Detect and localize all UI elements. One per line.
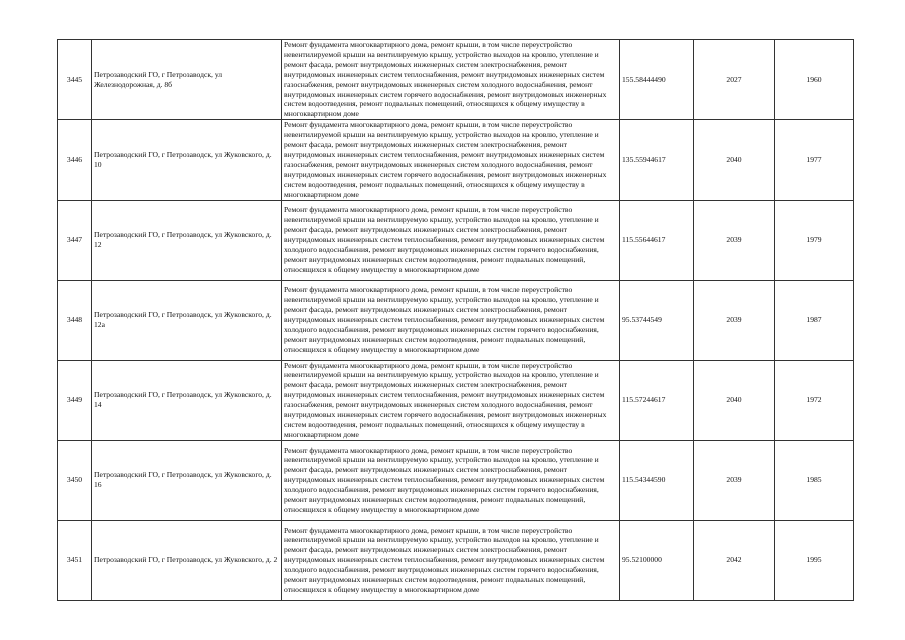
row-number: 3450	[58, 440, 92, 520]
cost-cell: 135.55944617	[620, 120, 694, 200]
planned-year-cell: 2027	[694, 40, 775, 120]
table-row	[58, 520, 854, 600]
works-cell: Ремонт фундамента многоквартирного дома, ремонт крыши, в том числе переустройство невентилируемой крыши на вентилируемую крышу, устройство выходов на кровлю, утепление и ремонт фасада, ремонт внутридомовых инженерных систем электроснабжения, ремонт внутридомовых инженерных систем теплоснабжения, ремонт внутридомовых инженерных систем холодного водоснабжения, ремонт внутридомовых инженерных систем горячего водоснабжения, ремонт внутридомовых инженерных систем водоотведения, ремонт подвальных помещений, относящихся к общему имуществу в многоквартирном доме	[282, 280, 620, 360]
cost-cell: 155.58444490	[620, 40, 694, 120]
repair-program-table	[57, 39, 854, 601]
table-body	[58, 40, 854, 601]
address-cell: Петрозаводский ГО, г Петрозаводск, ул Жуковского, д. 16	[92, 440, 282, 520]
table-row	[58, 280, 854, 360]
row-number: 3446	[58, 120, 92, 200]
build-year-cell: 1985	[775, 440, 854, 520]
cost-cell: 115.57244617	[620, 360, 694, 440]
row-number: 3449	[58, 360, 92, 440]
cost-cell: 115.55644617	[620, 200, 694, 280]
row-number: 3445	[58, 40, 92, 120]
works-cell: Ремонт фундамента многоквартирного дома, ремонт крыши, в том числе переустройство невентилируемой крыши на вентилируемую крышу, устройство выходов на кровлю, утепление и ремонт фасада, ремонт внутридомовых инженерных систем электроснабжения, ремонт внутридомовых инженерных систем теплоснабжения, ремонт внутридомовых инженерных систем газоснабжения, ремонт внутридомовых инженерных систем холодного водоснабжения, ремонт внутридомовых инженерных систем горячего водоснабжения, ремонт внутридомовых инженерных систем водоотведения, ремонт подвальных помещений, относящихся к общему имуществу в многоквартирном доме	[282, 120, 620, 200]
build-year-cell: 1960	[775, 40, 854, 120]
table-row	[58, 440, 854, 520]
build-year-cell: 1995	[775, 520, 854, 600]
planned-year-cell: 2039	[694, 280, 775, 360]
build-year-cell: 1972	[775, 360, 854, 440]
cost-cell: 95.53744549	[620, 280, 694, 360]
build-year-cell: 1977	[775, 120, 854, 200]
works-cell: Ремонт фундамента многоквартирного дома, ремонт крыши, в том числе переустройство невентилируемой крыши на вентилируемую крышу, устройство выходов на кровлю, утепление и ремонт фасада, ремонт внутридомовых инженерных систем электроснабжения, ремонт внутридомовых инженерных систем теплоснабжения, ремонт внутридомовых инженерных систем холодного водоснабжения, ремонт внутридомовых инженерных систем горячего водоснабжения, ремонт внутридомовых инженерных систем водоотведения, ремонт подвальных помещений, относящихся к общему имуществу в многоквартирном доме	[282, 200, 620, 280]
works-cell: Ремонт фундамента многоквартирного дома, ремонт крыши, в том числе переустройство невентилируемой крыши на вентилируемую крышу, устройство выходов на кровлю, утепление и ремонт фасада, ремонт внутридомовых инженерных систем электроснабжения, ремонт внутридомовых инженерных систем теплоснабжения, ремонт внутридомовых инженерных систем холодного водоснабжения, ремонт внутридомовых инженерных систем горячего водоснабжения, ремонт внутридомовых инженерных систем водоотведения, ремонт подвальных помещений, относящихся к общему имуществу в многоквартирном доме	[282, 520, 620, 600]
table-row	[58, 120, 854, 200]
row-number: 3447	[58, 200, 92, 280]
row-number: 3448	[58, 280, 92, 360]
works-cell: Ремонт фундамента многоквартирного дома, ремонт крыши, в том числе переустройство невентилируемой крыши на вентилируемую крышу, устройство выходов на кровлю, утепление и ремонт фасада, ремонт внутридомовых инженерных систем электроснабжения, ремонт внутридомовых инженерных систем теплоснабжения, ремонт внутридомовых инженерных систем холодного водоснабжения, ремонт внутридомовых инженерных систем горячего водоснабжения, ремонт внутридомовых инженерных систем водоотведения, ремонт подвальных помещений, относящихся к общему имуществу в многоквартирном доме	[282, 440, 620, 520]
build-year-cell: 1979	[775, 200, 854, 280]
address-cell: Петрозаводский ГО, г Петрозаводск, ул Жуковского, д. 10	[92, 120, 282, 200]
table-row	[58, 360, 854, 440]
planned-year-cell: 2039	[694, 440, 775, 520]
planned-year-cell: 2040	[694, 120, 775, 200]
address-cell: Петрозаводский ГО, г Петрозаводск, ул Жуковского, д. 12а	[92, 280, 282, 360]
works-cell: Ремонт фундамента многоквартирного дома, ремонт крыши, в том числе переустройство невентилируемой крыши на вентилируемую крышу, устройство выходов на кровлю, утепление и ремонт фасада, ремонт внутридомовых инженерных систем электроснабжения, ремонт внутридомовых инженерных систем теплоснабжения, ремонт внутридомовых инженерных систем газоснабжения, ремонт внутридомовых инженерных систем холодного водоснабжения, ремонт внутридомовых инженерных систем горячего водоснабжения, ремонт внутридомовых инженерных систем водоотведения, ремонт подвальных помещений, относящихся к общему имуществу в многоквартирном доме	[282, 40, 620, 120]
works-cell: Ремонт фундамента многоквартирного дома, ремонт крыши, в том числе переустройство невентилируемой крыши на вентилируемую крышу, устройство выходов на кровлю, утепление и ремонт фасада, ремонт внутридомовых инженерных систем электроснабжения, ремонт внутридомовых инженерных систем теплоснабжения, ремонт внутридомовых инженерных систем газоснабжения, ремонт внутридомовых инженерных систем холодного водоснабжения, ремонт внутридомовых инженерных систем горячего водоснабжения, ремонт внутридомовых инженерных систем водоотведения, ремонт подвальных помещений, относящихся к общему имуществу в многоквартирном доме	[282, 360, 620, 440]
planned-year-cell: 2042	[694, 520, 775, 600]
address-cell: Петрозаводский ГО, г Петрозаводск, ул Жуковского, д. 14	[92, 360, 282, 440]
table-row	[58, 40, 854, 120]
address-cell: Петрозаводский ГО, г Петрозаводск, ул Жуковского, д. 2	[92, 520, 282, 600]
build-year-cell: 1987	[775, 280, 854, 360]
planned-year-cell: 2040	[694, 360, 775, 440]
table-row	[58, 200, 854, 280]
address-cell: Петрозаводский ГО, г Петрозаводск, ул Жуковского, д. 12	[92, 200, 282, 280]
cost-cell: 115.54344590	[620, 440, 694, 520]
row-number: 3451	[58, 520, 92, 600]
address-cell: Петрозаводский ГО, г Петрозаводск, ул Железнодорожная, д. 8б	[92, 40, 282, 120]
cost-cell: 95.52100000	[620, 520, 694, 600]
planned-year-cell: 2039	[694, 200, 775, 280]
